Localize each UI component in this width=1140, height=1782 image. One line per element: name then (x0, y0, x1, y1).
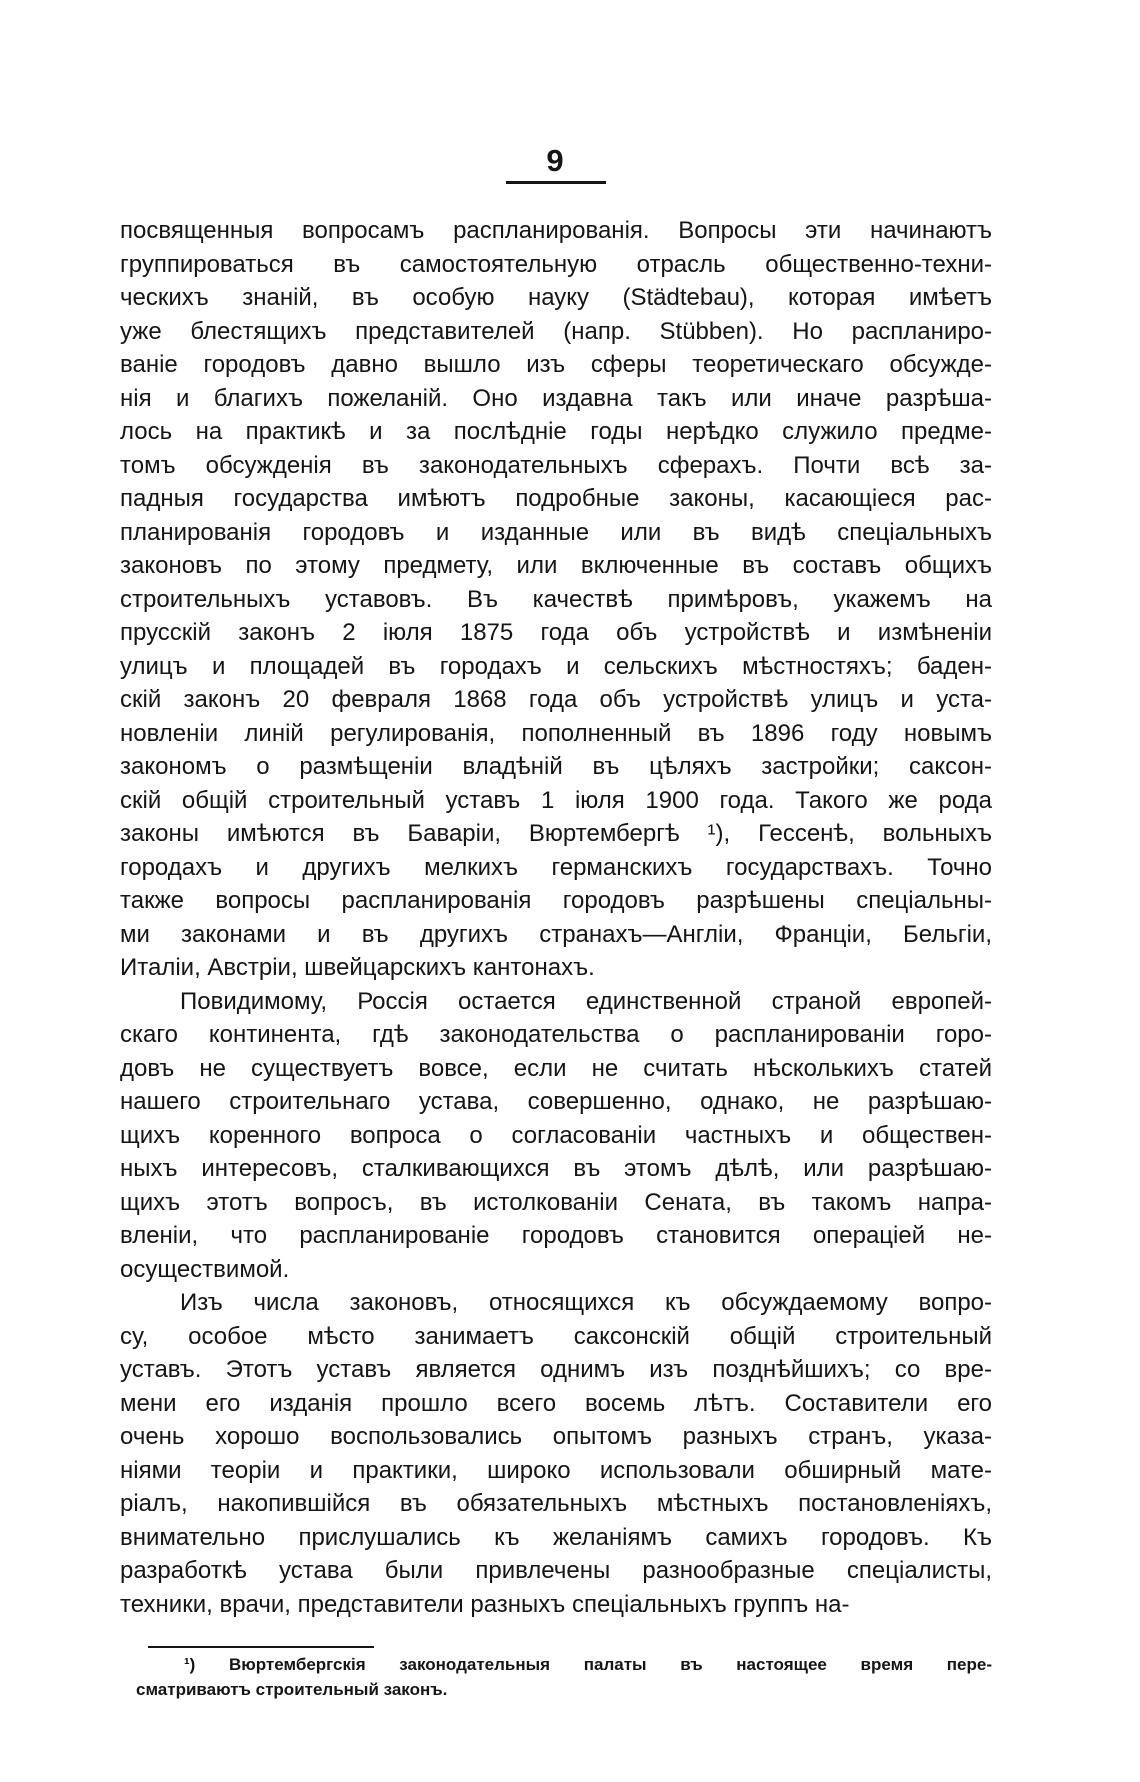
text-line: падныя государства имѣютъ подробные законы, касающіеся рас- (120, 485, 992, 512)
text-line: посвященныя вопросамъ распланированія. Вопросы эти начинаютъ (120, 217, 992, 244)
footnote-line: ¹) Вюртембергскія законодательныя палаты въ настоящее время пере- (184, 1655, 992, 1674)
paragraph-p1 (120, 214, 992, 985)
text-line: внимательно прислушались къ желаніямъ самихъ городовъ. Къ (120, 1523, 992, 1551)
text-line: группироваться въ самостоятельную отрасль общественно-техни- (120, 250, 992, 278)
text-line: прусскій законъ 2 іюля 1875 года объ устройствѣ и измѣненіи (120, 619, 992, 646)
text-line: новленіи линій регулированія, пополненный въ 1896 году новымъ (120, 719, 992, 747)
text-line: скій общій строительный уставъ 1 іюля 1900 года. Такого же рода (120, 786, 992, 814)
text-line: строительныхъ уставовъ. Въ качествѣ примѣровъ, укажемъ на (120, 585, 992, 613)
footnote (136, 1652, 992, 1702)
text-line: также вопросы распланированія городовъ разрѣшены спеціальны- (120, 887, 992, 914)
text-line: ріалъ, накопившійся въ обязательныхъ мѣстныхъ постановленіяхъ, (120, 1490, 992, 1517)
paragraph-p2 (120, 985, 992, 1287)
text-line: скаго континента, гдѣ законодательства о распланированіи горо- (120, 1021, 992, 1048)
text-line: томъ обсужденія въ законодательныхъ сферахъ. Почти всѣ за- (120, 451, 992, 479)
text-line: Изъ числа законовъ, относящихся къ обсуждаемому вопро- (180, 1289, 992, 1316)
text-line: нія и благихъ пожеланій. Оно издавна такъ или иначе разрѣша- (120, 384, 992, 412)
text-line: очень хорошо воспользовались опытомъ разныхъ странъ, указа- (120, 1423, 992, 1450)
text-line: Италіи, Австріи, швейцарскихъ кантонахъ. (120, 954, 595, 981)
footnote-separator (148, 1646, 374, 1648)
text-line: законы имѣются въ Баваріи, Вюртембергѣ ¹), Гессенѣ, вольныхъ (120, 820, 992, 847)
text-line: су, особое мѣсто занимаетъ саксонскій общій строительный (120, 1322, 992, 1350)
text-line: ваніе городовъ давно вышло изъ сферы теоретическаго обсужде- (120, 351, 992, 378)
text-line: разработкѣ устава были привлечены разнообразные спеціалисты, (120, 1557, 992, 1584)
text-line: ніями теоріи и практики, широко использовали обширный мате- (120, 1456, 992, 1484)
text-line: ныхъ интересовъ, сталкивающихся въ этомъ дѣлѣ, или разрѣшаю- (120, 1155, 992, 1182)
text-line: городахъ и другихъ мелкихъ германскихъ государствахъ. Точно (120, 853, 992, 881)
text-line: вленіи, что распланированіе городовъ становится операціей не- (120, 1222, 992, 1249)
text-line: уже блестящихъ представителей (напр. Stübben). Но распланиро- (120, 317, 992, 345)
paragraph-p3 (120, 1286, 992, 1621)
text-line: нашего строительнаго устава, совершенно, однако, не разрѣшаю- (120, 1088, 992, 1115)
text-line: скій законъ 20 февраля 1868 года объ устройствѣ улицъ и уста- (120, 686, 992, 713)
text-line: техники, врачи, представители разныхъ спеціальныхъ группъ на- (120, 1590, 850, 1618)
page-number: 9 (546, 143, 564, 178)
text-line: ческихъ знаній, въ особую науку (Städtebau), которая имѣетъ (120, 284, 992, 311)
text-line: планированія городовъ и изданные или въ видѣ спеціальныхъ (120, 518, 992, 546)
text-line: законовъ по этому предмету, или включенные въ составъ общихъ (120, 552, 992, 579)
page-number-rule (506, 181, 606, 184)
text-line: ми законами и въ другихъ странахъ—Англіи, Франціи, Бельгіи, (120, 920, 992, 948)
text-line: Повидимому, Россія остается единственной страной европей- (180, 987, 992, 1015)
text-line: щихъ этотъ вопросъ, въ истолкованіи Сената, въ такомъ напра- (120, 1188, 992, 1216)
body-text (120, 214, 992, 1621)
text-line: мени его изданія прошло всего восемь лѣтъ. Составители его (120, 1389, 992, 1417)
text-line: закономъ о размѣщеніи владѣній въ цѣляхъ застройки; саксон- (120, 753, 992, 780)
text-line: лось на практикѣ и за послѣдніе годы нерѣдко служило предме- (120, 418, 992, 445)
text-line: улицъ и площадей въ городахъ и сельскихъ мѣстностяхъ; баден- (120, 652, 992, 680)
text-line: щихъ коренного вопроса о согласованіи частныхъ и обществен- (120, 1121, 992, 1149)
text-line: осуществимой. (120, 1255, 290, 1283)
text-line: уставъ. Этотъ уставъ является однимъ изъ позднѣйшихъ; со вре- (120, 1356, 992, 1383)
footnote-line: сматриваютъ строительный законъ. (136, 1680, 448, 1699)
text-line: довъ не существуетъ вовсе, если не считать нѣсколькихъ статей (120, 1054, 992, 1082)
